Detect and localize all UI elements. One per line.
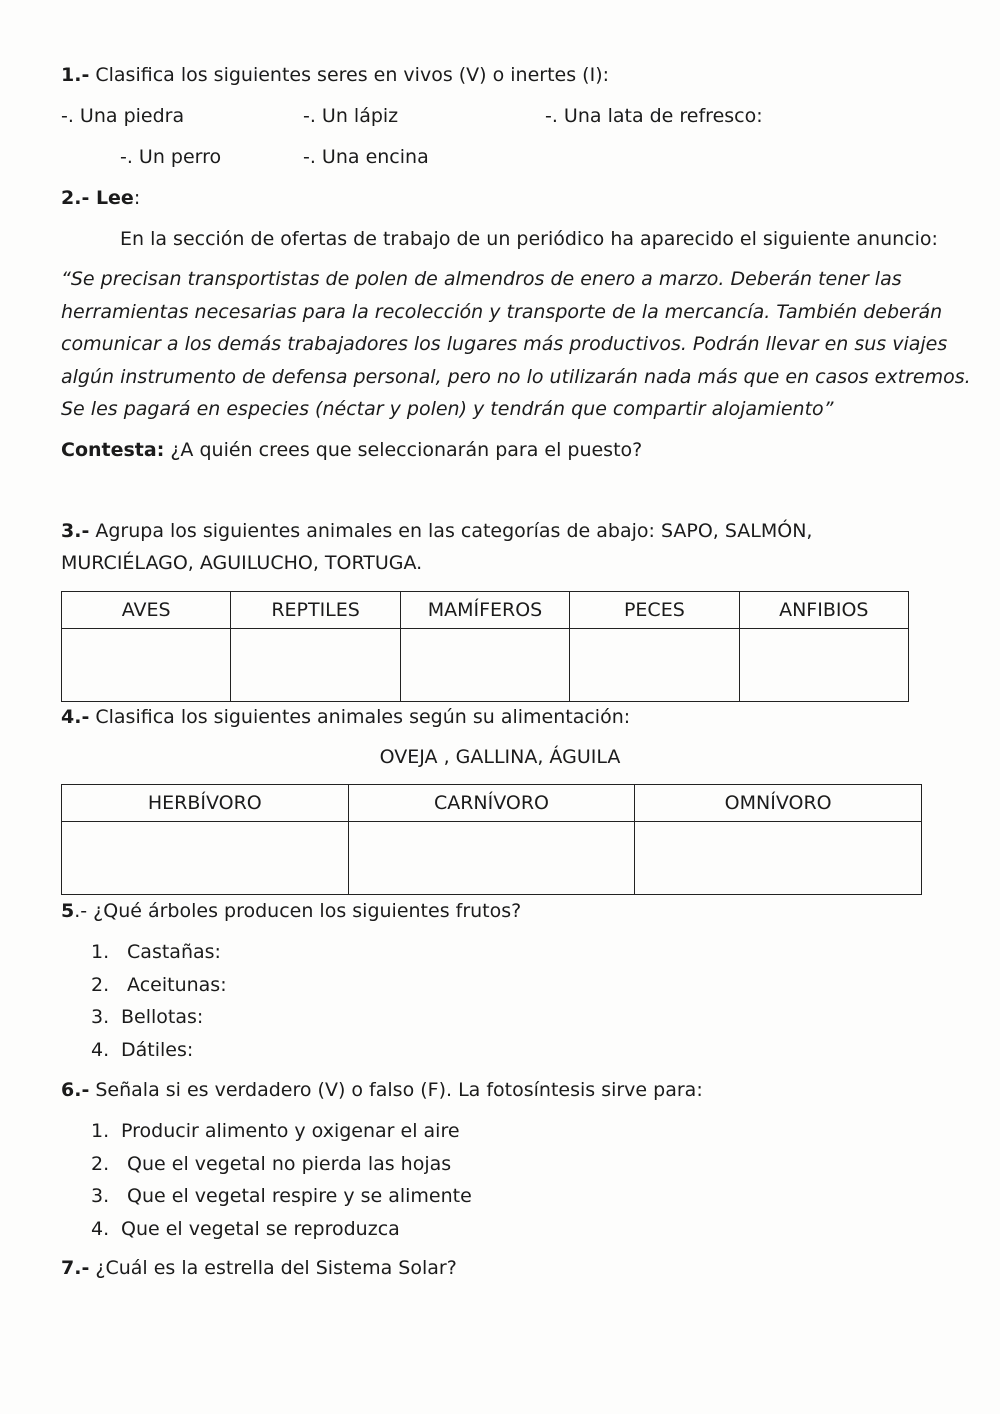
q2-answer-question: ¿A quién crees que seleccionarán para el puesto? — [164, 439, 643, 461]
q2-heading — [61, 186, 140, 210]
q2-colon: : — [133, 187, 141, 209]
q5-text: .- ¿Qué árboles producen los siguientes frutos? — [74, 900, 522, 922]
q3-answer-cell[interactable] — [739, 629, 908, 702]
list-item-number: 4. — [91, 1217, 110, 1240]
q4-answer-row — [62, 822, 922, 895]
q4-animals: OVEJA , GALLINA, ÁGUILA — [379, 746, 621, 768]
q3-table — [61, 591, 909, 702]
q3-header-peces: PECES — [570, 592, 739, 629]
q1-number: 1.- — [61, 64, 90, 86]
list-item-number: 3. — [91, 1006, 110, 1028]
q7-heading — [61, 1256, 457, 1280]
q4-answer-cell[interactable] — [348, 822, 635, 895]
q2-quote-line: herramientas necesarias para la recolección y transporte de la mercancía. También deberán — [61, 301, 943, 323]
list-item-text: Dátiles: — [121, 1038, 194, 1061]
q4-header-row — [62, 785, 922, 822]
q7-number: 7.- — [61, 1257, 90, 1279]
q5-list — [91, 940, 227, 1070]
list-item — [91, 1217, 472, 1250]
q1-item-lata: -. Una lata de refresco: — [545, 105, 763, 127]
q3-heading — [61, 519, 812, 543]
q3-header-row — [62, 592, 909, 629]
q3-header-aves: AVES — [62, 592, 231, 629]
q3-number: 3.- — [61, 520, 90, 542]
q3-animals: MURCIÉLAGO, AGUILUCHO, TORTUGA. — [61, 552, 423, 574]
list-item — [91, 1038, 227, 1071]
list-item — [91, 940, 227, 973]
q2-quote-line: “Se precisan transportistas de polen de almendros de enero a marzo. Deberán tener las — [61, 268, 902, 290]
q6-heading — [61, 1078, 703, 1102]
q6-number: 6.- — [61, 1079, 90, 1101]
list-item-number: 2. — [91, 973, 110, 996]
q5-number: 5 — [61, 900, 75, 922]
q1-item-lapiz: -. Un lápiz — [303, 105, 399, 127]
q3-header-mamiferos: MAMÍFEROS — [400, 592, 569, 629]
list-item — [91, 1184, 472, 1217]
q6-text: Señala si es verdadero (V) o falso (F). La fotosíntesis sirve para: — [89, 1079, 703, 1101]
list-item — [91, 1005, 227, 1038]
q1-item-perro: -. Un perro — [120, 146, 222, 168]
list-item-text: Aceitunas: — [121, 973, 227, 996]
q3-answer-cell[interactable] — [62, 629, 231, 702]
list-item-number: 2. — [91, 1152, 110, 1175]
q3-answer-cell[interactable] — [570, 629, 739, 702]
q1-item-encina: -. Una encina — [303, 146, 429, 168]
q4-text: Clasifica los siguientes animales según su alimentación: — [89, 706, 631, 728]
q4-heading — [61, 705, 630, 729]
q2-quote-line: comunicar a los demás trabajadores los lugares más productivos. Podrán llevar en sus viajes — [61, 333, 948, 355]
q2-intro: En la sección de ofertas de trabajo de un periódico ha aparecido el siguiente anuncio: — [120, 228, 938, 250]
list-item-number: 1. — [91, 941, 110, 963]
q3-header-anfibios: ANFIBIOS — [739, 592, 908, 629]
q3-text: Agrupa los siguientes animales en las categorías de abajo: SAPO, SALMÓN, — [89, 520, 813, 542]
q2-head: Lee — [89, 187, 134, 209]
q4-answer-cell[interactable] — [62, 822, 349, 895]
q4-header-omnivoro: OMNÍVORO — [635, 785, 922, 822]
q1-heading — [61, 63, 609, 87]
q2-quote-line: algún instrumento de defensa personal, pero no lo utilizarán nada más que en casos extremos. — [61, 366, 971, 388]
list-item-text: Castañas: — [121, 941, 221, 963]
list-item — [91, 1119, 472, 1152]
list-item — [91, 973, 227, 1006]
list-item-number: 4. — [91, 1038, 110, 1061]
q4-table — [61, 784, 922, 895]
q3-answer-cell[interactable] — [231, 629, 400, 702]
q3-answer-cell[interactable] — [400, 629, 569, 702]
list-item-text: Que el vegetal no pierda las hojas — [121, 1152, 452, 1175]
list-item — [91, 1152, 472, 1185]
q1-item-piedra: -. Una piedra — [61, 105, 185, 127]
list-item-text: Producir alimento y oxigenar el aire — [121, 1120, 460, 1142]
list-item-text: Que el vegetal respire y se alimente — [121, 1185, 472, 1207]
list-item-number: 1. — [91, 1120, 110, 1142]
list-item-text: Que el vegetal se reproduzca — [121, 1217, 400, 1240]
q4-header-carnivoro: CARNÍVORO — [348, 785, 635, 822]
q4-header-herbivoro: HERBÍVORO — [62, 785, 349, 822]
q2-answer — [61, 438, 642, 462]
q1-text: Clasifica los siguientes seres en vivos (V) o inertes (I): — [89, 64, 610, 86]
q4-answer-cell[interactable] — [635, 822, 922, 895]
list-item-number: 3. — [91, 1185, 110, 1207]
q3-header-reptiles: REPTILES — [231, 592, 400, 629]
q2-answer-label: Contesta: — [61, 439, 165, 461]
q6-list — [91, 1119, 472, 1249]
q2-number: 2.- — [61, 187, 90, 209]
q4-number: 4.- — [61, 706, 90, 728]
q7-text: ¿Cuál es la estrella del Sistema Solar? — [89, 1257, 457, 1279]
list-item-text: Bellotas: — [121, 1006, 204, 1028]
q5-heading — [61, 899, 521, 923]
q3-answer-row — [62, 629, 909, 702]
q2-quote-line: Se les pagará en especies (néctar y polen) y tendrán que compartir alojamiento” — [61, 398, 834, 420]
